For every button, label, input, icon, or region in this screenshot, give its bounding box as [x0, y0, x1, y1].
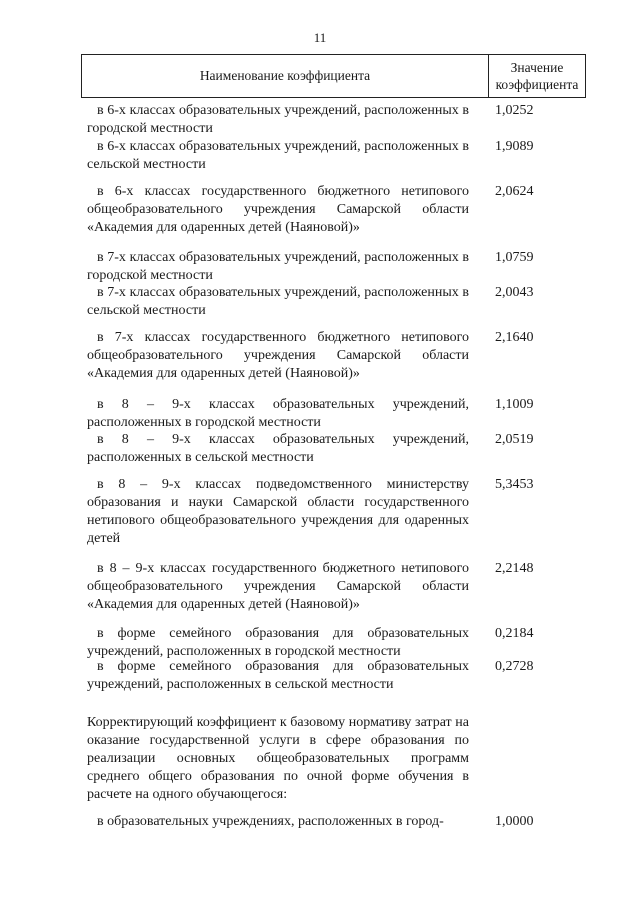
coefficient-row [87, 560, 582, 614]
coefficient-name: в 8 – 9-х классах образовательных учреждений, расположенных в сельской местности [87, 432, 469, 465]
coefficient-name: в образовательных учреждениях, расположенных в город- [97, 814, 444, 829]
coefficient-value: 1,0000 [495, 814, 534, 829]
coefficient-value: 0,2184 [495, 626, 534, 641]
coefficient-name: в 8 – 9-х классах подведомственного министерству образования и науки Самарской области государственного нетипового общеобразовательного учреждения для одаренных детей [87, 477, 469, 546]
coefficient-name: в 6-х классах образовательных учреждений, расположенных в городской местности [87, 103, 469, 136]
coefficient-row [87, 329, 582, 383]
coefficient-value: 2,1640 [495, 330, 534, 345]
coefficient-row [87, 102, 582, 138]
page-number: 11 [313, 30, 327, 45]
coefficient-name: в 6-х классах государственного бюджетного нетипового общеобразовательного учреждения Самарской области «Академия для одаренных детей (Наяновой)» [87, 184, 469, 235]
coefficient-row [87, 138, 582, 174]
coefficient-row [87, 183, 582, 237]
coefficient-name: в 8 – 9-х классах государственного бюджетного нетипового общеобразовательного учреждения Самарской области «Академия для одаренных детей (Наяновой)» [87, 561, 469, 612]
coefficient-value: 2,0043 [495, 285, 534, 300]
section-heading-row [87, 714, 582, 804]
coefficient-value: 2,0519 [495, 432, 534, 447]
coefficient-value [469, 714, 582, 804]
table-header [81, 54, 586, 98]
coefficient-value: 2,0624 [495, 184, 534, 199]
coefficient-name: в 7-х классах образовательных учреждений, расположенных в городской местности [87, 250, 469, 283]
coefficient-value: 1,0252 [495, 103, 534, 118]
coefficient-row [87, 813, 582, 831]
coefficient-row [87, 396, 582, 432]
coefficient-row [87, 658, 582, 694]
section-heading: Корректирующий коэффициент к базовому нормативу затрат на оказание государственной услуги в сфере образования по реализации основных общеобразовательных программ среднего общего образования по очной форме обучения в расчете на одного обучающегося: [87, 715, 469, 802]
coefficient-name: в форме семейного образования для образовательных учреждений, расположенных в сельской местности [87, 659, 469, 692]
coefficient-value: 1,0759 [495, 250, 534, 265]
coefficient-value: 5,3453 [495, 477, 534, 492]
coefficient-value: 0,2728 [495, 659, 534, 674]
coefficient-value: 1,9089 [495, 139, 534, 154]
coefficient-name: в 7-х классах государственного бюджетного нетипового общеобразовательного учреждения Самарской области «Академия для одаренных детей (Наяновой)» [87, 330, 469, 381]
coefficient-name: в 7-х классах образовательных учреждений, расположенных в сельской местности [87, 285, 469, 318]
coefficient-value: 1,1009 [495, 397, 534, 412]
coefficient-row [87, 249, 582, 285]
coefficient-value: 2,2148 [495, 561, 534, 576]
coefficient-name: в 8 – 9-х классах образовательных учреждений, расположенных в городской местности [87, 397, 469, 430]
coefficient-name: в форме семейного образования для образовательных учреждений, расположенных в городской местности [87, 626, 469, 659]
coefficient-row [87, 284, 582, 320]
column-header-value-line1: Значение [510, 60, 564, 75]
column-header-name: Наименование коэффициента [199, 68, 371, 83]
coefficient-row [87, 625, 582, 661]
column-header-value [488, 55, 585, 97]
coefficient-name: в 6-х классах образовательных учреждений, расположенных в сельской местности [87, 139, 469, 172]
coefficient-row [87, 476, 582, 548]
column-header-value-line2: коэффициента [495, 77, 579, 92]
coefficient-row [87, 431, 582, 467]
